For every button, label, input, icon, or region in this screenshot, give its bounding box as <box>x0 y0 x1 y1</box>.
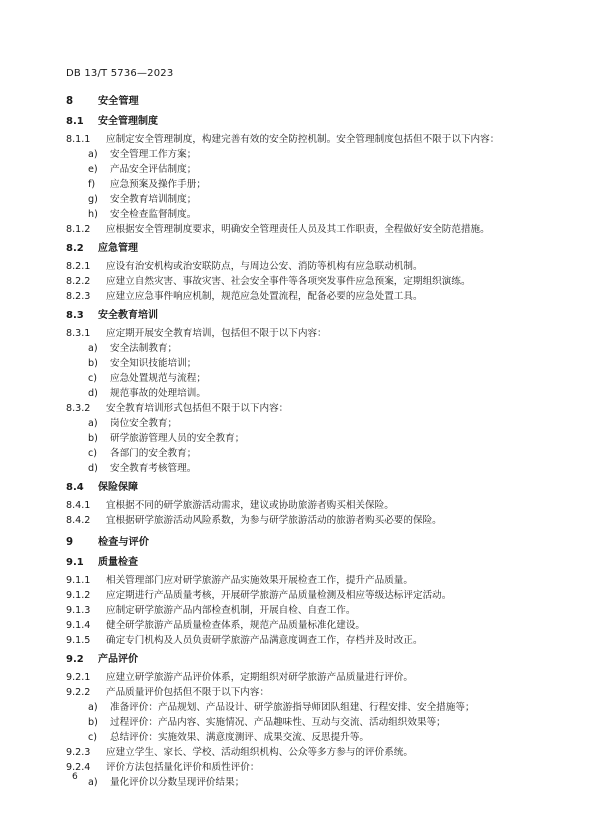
clause <box>66 289 536 304</box>
list-marker: d) <box>88 463 98 474</box>
heading-title: 质量检查 <box>98 557 138 568</box>
clause-number: 9.2.2 <box>66 687 91 698</box>
list-marker: f) <box>88 179 96 190</box>
list-item-text: 安全教育考核管理。 <box>110 463 197 474</box>
heading-number: 9.1 <box>66 557 84 568</box>
list-item-text: 量化评价以分数呈现评价结果； <box>110 777 245 788</box>
list-item-text: 安全教育培训制度； <box>110 194 197 205</box>
clause-number: 8.3.2 <box>66 403 91 414</box>
clause <box>66 670 536 685</box>
list-item-text: 岗位安全教育； <box>110 418 178 429</box>
list-item <box>66 371 536 386</box>
clause-text: 相关管理部门应对研学旅游产品实施效果开展检查工作，提升产品质量。 <box>106 575 413 586</box>
clause-text: 应建立应急事件响应机制，规范应急处置流程，配备必要的应急处置工具。 <box>106 291 423 302</box>
list-marker: g) <box>88 194 98 205</box>
list-item <box>66 177 536 192</box>
clause-number: 8.2.2 <box>66 276 91 287</box>
list-item-text: 过程评价：产品内容、实施情况、产品趣味性、互动与交流、活动组织效果等； <box>110 717 446 728</box>
clause <box>66 401 536 416</box>
clause <box>66 633 536 648</box>
list-item-text: 总结评价：实施效果、满意度测评、成果交流、反思提升等。 <box>110 732 370 743</box>
clause <box>66 588 536 603</box>
heading-title: 安全管理制度 <box>98 116 158 127</box>
clause-number: 9.1.5 <box>66 635 91 646</box>
clause-text: 应根据安全管理制度要求，明确安全管理责任人员及其工作职责，全程做好安全防范措施。 <box>106 224 490 235</box>
list-marker: h) <box>88 209 98 220</box>
heading-title: 检查与评价 <box>98 537 149 548</box>
list-item-text: 应急预案及操作手册； <box>110 179 206 190</box>
list-item <box>66 341 536 356</box>
list-item-text: 安全检查监督制度。 <box>110 209 197 220</box>
clause <box>66 498 536 513</box>
list-marker: c) <box>88 732 98 743</box>
clause-text: 应建立研学旅游产品评价体系，定期组织对研学旅游产品质量进行评价。 <box>106 672 413 683</box>
heading-number: 8.1 <box>66 116 84 127</box>
heading-title: 安全教育培训 <box>98 310 158 321</box>
subsection-heading <box>66 114 536 129</box>
list-item-text: 准备评价：产品规划、产品设计、研学旅游指导师团队组建、行程安排、安全措施等； <box>110 702 475 713</box>
list-marker: a) <box>88 343 98 354</box>
clause <box>66 573 536 588</box>
subsection-heading <box>66 308 536 323</box>
subsection-heading <box>66 480 536 495</box>
list-item <box>66 162 536 177</box>
list-marker: b) <box>88 433 98 444</box>
clause-text: 确定专门机构及人员负责研学旅游产品满意度调查工作，存档并及时改正。 <box>106 635 423 646</box>
list-item <box>66 207 536 222</box>
heading-title: 产品评价 <box>98 654 138 665</box>
clause <box>66 132 536 147</box>
clause-number: 8.4.2 <box>66 515 91 526</box>
clause-text: 宜根据研学旅游活动风险系数，为参与研学旅游活动的旅游者购买必要的保险。 <box>106 515 442 526</box>
clause <box>66 259 536 274</box>
clause <box>66 685 536 700</box>
clause-number: 9.1.1 <box>66 575 91 586</box>
clause-text: 评价方法包括量化评价和质性评价： <box>106 762 260 773</box>
document-body <box>66 87 536 790</box>
list-item-text: 各部门的安全教育； <box>110 448 197 459</box>
list-item <box>66 192 536 207</box>
section-heading <box>66 94 536 110</box>
clause-text: 健全研学旅游产品质量检查体系，规范产品质量标准化建设。 <box>106 620 366 631</box>
clause-number: 8.2.1 <box>66 261 91 272</box>
clause <box>66 760 536 775</box>
list-item <box>66 730 536 745</box>
list-marker: a) <box>88 418 98 429</box>
clause-text: 产品质量评价包括但不限于以下内容： <box>106 687 270 698</box>
list-item <box>66 715 536 730</box>
list-marker: e) <box>88 164 98 175</box>
heading-number: 9 <box>66 537 74 548</box>
clause <box>66 513 536 528</box>
clause-text: 应定期开展安全教育培训，包括但不限于以下内容： <box>106 328 327 339</box>
clause-text: 应定期进行产品质量考核，开展研学旅游产品质量检测及相应等级达标评定活动。 <box>106 590 452 601</box>
clause <box>66 222 536 237</box>
clause-number: 8.4.1 <box>66 500 91 511</box>
list-marker: b) <box>88 358 98 369</box>
subsection-heading <box>66 652 536 667</box>
list-marker: d) <box>88 388 98 399</box>
list-marker: a) <box>88 149 98 160</box>
heading-number: 8.3 <box>66 310 84 321</box>
list-item <box>66 431 536 446</box>
clause-number: 9.2.4 <box>66 762 91 773</box>
list-item-text: 应急处置规范与流程； <box>110 373 206 384</box>
list-item-text: 研学旅游管理人员的安全教育； <box>110 433 245 444</box>
clause-number: 8.1.2 <box>66 224 91 235</box>
doc-code-header: DB 13/T 5736—2023 <box>66 68 174 79</box>
clause-number: 9.1.2 <box>66 590 91 601</box>
clause <box>66 745 536 760</box>
page-number: 6 <box>72 772 78 782</box>
list-marker: c) <box>88 373 98 384</box>
clause-number: 9.2.1 <box>66 672 91 683</box>
list-item <box>66 775 536 790</box>
list-item-text: 安全管理工作方案； <box>110 149 197 160</box>
clause-text: 应制定安全管理制度，构建完善有效的安全防控机制。安全管理制度包括但不限于以下内容： <box>106 134 500 145</box>
list-item <box>66 386 536 401</box>
list-item-text: 安全知识技能培训； <box>110 358 197 369</box>
list-marker: c) <box>88 448 98 459</box>
list-item <box>66 461 536 476</box>
clause <box>66 274 536 289</box>
heading-number: 9.2 <box>66 654 84 665</box>
clause <box>66 603 536 618</box>
list-item <box>66 416 536 431</box>
section-heading <box>66 535 536 551</box>
list-marker: a) <box>88 702 98 713</box>
list-item <box>66 147 536 162</box>
list-item <box>66 700 536 715</box>
subsection-heading <box>66 555 536 570</box>
list-marker: a) <box>88 777 98 788</box>
list-item-text: 安全法制教育； <box>110 343 178 354</box>
list-item-text: 产品安全评估制度； <box>110 164 197 175</box>
list-item <box>66 446 536 461</box>
clause-number: 8.2.3 <box>66 291 91 302</box>
heading-title: 保险保障 <box>98 482 138 493</box>
clause-text: 应建立自然灾害、事故灾害、社会安全事件等各项突发事件应急预案，定期组织演练。 <box>106 276 471 287</box>
clause-number: 9.1.4 <box>66 620 91 631</box>
clause-text: 应建立学生、家长、学校、活动组织机构、公众等多方参与的评价系统。 <box>106 747 413 758</box>
heading-title: 应急管理 <box>98 243 138 254</box>
list-marker: b) <box>88 717 98 728</box>
clause-text: 应制定研学旅游产品内部检查机制，开展自检、自查工作。 <box>106 605 356 616</box>
clause-text: 安全教育培训形式包括但不限于以下内容： <box>106 403 289 414</box>
heading-number: 8 <box>66 96 74 107</box>
list-item <box>66 356 536 371</box>
heading-number: 8.2 <box>66 243 84 254</box>
subsection-heading <box>66 241 536 256</box>
list-item-text: 规范事故的处理培训。 <box>110 388 206 399</box>
clause <box>66 618 536 633</box>
clause-text: 宜根据不同的研学旅游活动需求，建议或协助旅游者购买相关保险。 <box>106 500 394 511</box>
heading-title: 安全管理 <box>98 96 139 107</box>
heading-number: 8.4 <box>66 482 84 493</box>
clause-number: 9.1.3 <box>66 605 91 616</box>
clause-number: 8.3.1 <box>66 328 91 339</box>
clause <box>66 326 536 341</box>
clause-number: 9.2.3 <box>66 747 91 758</box>
clause-number: 8.1.1 <box>66 134 91 145</box>
clause-text: 应设有治安机构或治安联防点，与周边公安、消防等机构有应急联动机制。 <box>106 261 423 272</box>
